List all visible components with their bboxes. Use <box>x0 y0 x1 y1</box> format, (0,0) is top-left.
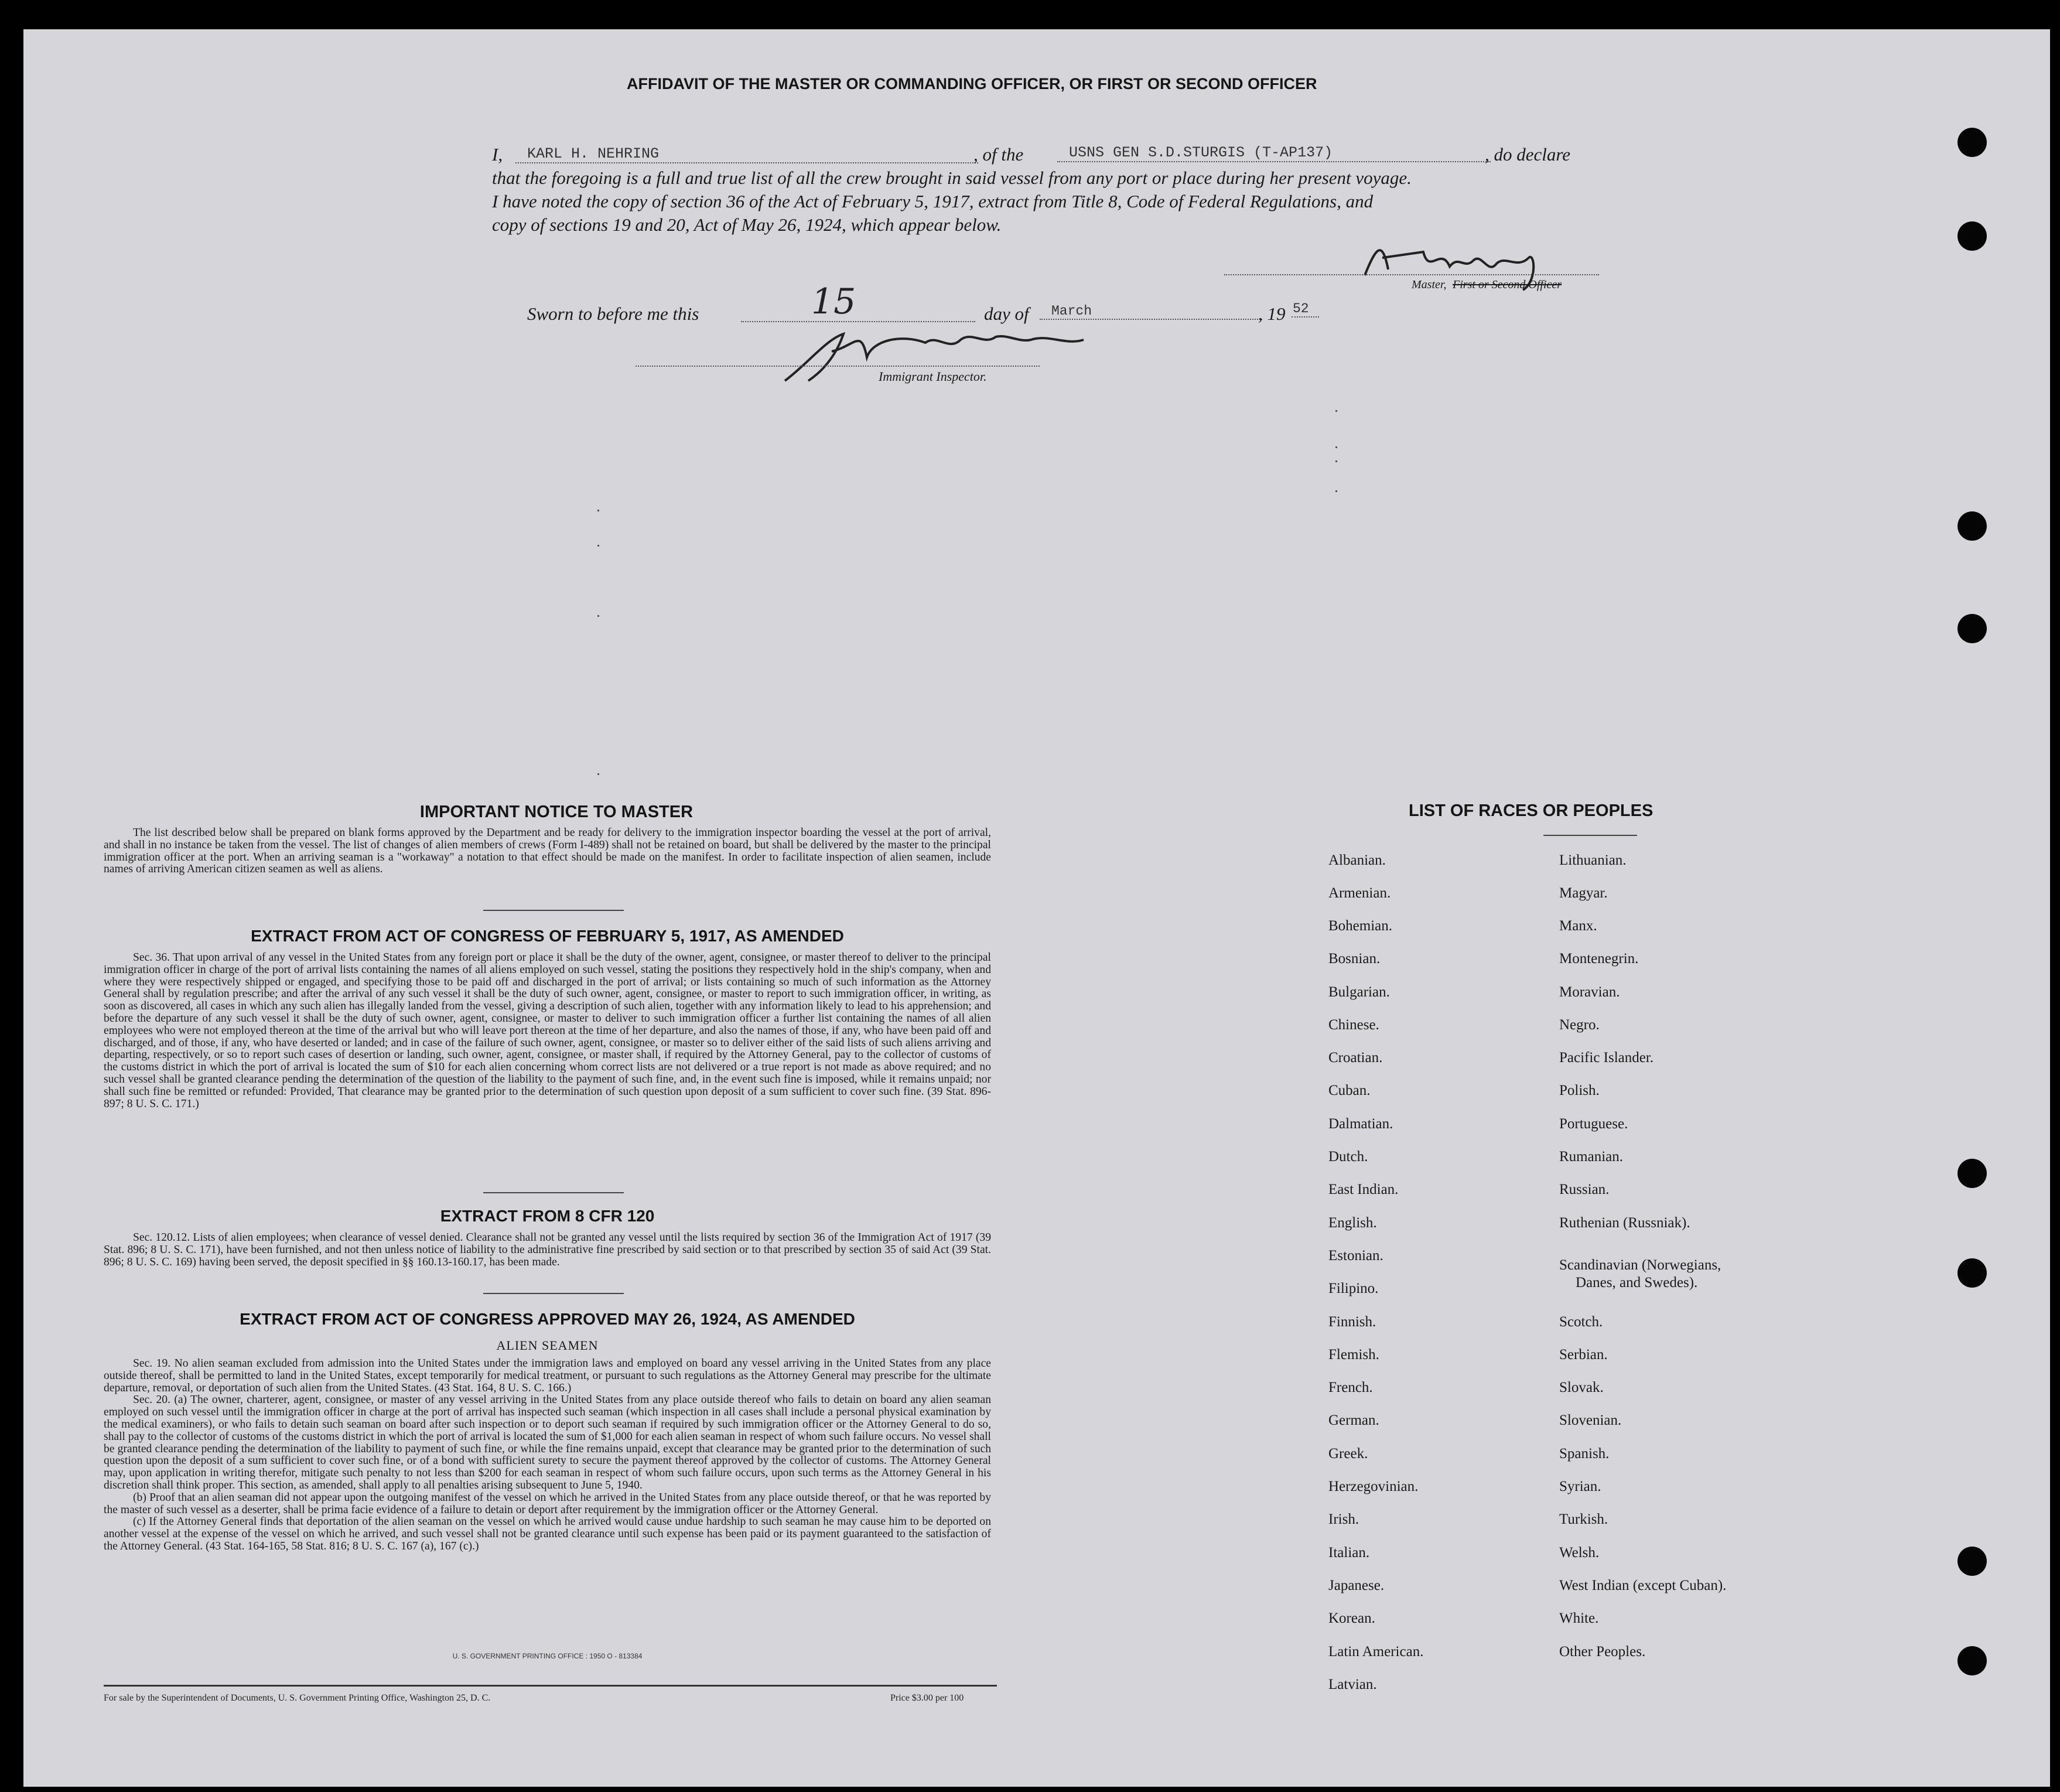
race-item: Scandinavian (Norwegians, <box>1559 1257 1721 1273</box>
race-item: Bosnian. <box>1328 951 1381 967</box>
race-item: Russian. <box>1559 1182 1610 1197</box>
declaration-do-declare: , do declare <box>1485 144 1571 165</box>
race-item: Scotch. <box>1559 1314 1603 1330</box>
race-item: Rumanian. <box>1559 1149 1624 1165</box>
race-item: Magyar. <box>1559 885 1608 901</box>
race-item: Cuban. <box>1328 1083 1371 1098</box>
race-item: Lithuanian. <box>1559 852 1627 868</box>
footer-rule <box>104 1685 997 1687</box>
race-item: Japanese. <box>1328 1578 1385 1593</box>
race-item: Turkish. <box>1559 1511 1608 1527</box>
extract-1917-paragraph: Sec. 36. That upon arrival of any vessel in the United States from any foreign port or place it shall be the duty of the owner, agent, consignee, or master thereof to deliver to the principal immigration officer in charge of the port of arrival lists containing the names of all aliens employed on such vessel, stating the positions they respectively hold in the ship's company, when and where they were respectively shipped or engaged, and specifying those to be paid off and discharged in the port of arrival; or lists containing so much of such information as the Attorney General shall by regulation prescribe; and after the arrival of any such vessel it shall be the duty of such owner, agent, consignee, or master to report to such immigration officer, in writing, as soon as discovered, all cases in which any such alien has illegally landed from the vessel, giving a description of such alien, together with any information likely to lead to his apprehension; and before the departure of any such vessel it shall be the duty of such owner, agent, consignee, or master to deliver to such immigration officer a further list containing the names of all alien employees who were not employed thereon at the time of the arrival but who will leave port thereon at the time of her departure, and also the names of those, if any, who have been paid off and discharged, and of those, if any, who have deserted or landed; and in case of the failure of such owner, agent, consignee, or master so to deliver either of the said lists of such aliens arriving and departing, respectively, or so to report such cases of desertion or landing, such owner, agent, consignee, or master shall, if required by the Attorney General, pay to the collector of customs of the customs district in which the port of arrival is located the sum of $10 for each alien concerning whom correct lists are not delivered or a true report is not made as above required; and no such vessel shall be granted clearance pending the determination of the question of the liability to the payment of such fine, and, in the event such fine is imposed, while it remains unpaid; nor shall such fine be remitted or refunded: Provided, That clearance may be granted prior to the determination of such question upon deposit of a sum sufficient to cover such fine. (39 Stat. 896-897; 8 U. S. C. 171.) <box>104 951 991 1110</box>
punch-hole <box>1957 128 1987 157</box>
extract-1917-text <box>104 952 991 1110</box>
signature-title-struck: First or Second Officer <box>1453 278 1562 291</box>
sworn-month: March <box>1040 303 1262 320</box>
declaration-line-2: that the foregoing is a full and true list of all the crew brought in said vessel from any port or place during her present voyage. <box>492 168 1412 188</box>
punch-hole <box>1957 1159 1987 1188</box>
stray-mark <box>1335 460 1337 462</box>
punch-hole <box>1957 511 1987 541</box>
punch-hole <box>1957 1258 1987 1288</box>
day-of-label: day of <box>984 303 1029 324</box>
year-prefix: , 19 <box>1258 303 1286 324</box>
race-item: Moravian. <box>1559 984 1620 1000</box>
declaration-line-3: I have noted the copy of section 36 of the Act of February 5, 1917, extract from Title 8, Code of Federal Regulations, and <box>492 191 1374 211</box>
declaration-i-label: I, <box>492 144 503 165</box>
stray-mark <box>597 545 599 547</box>
master-signature-line <box>1224 274 1599 275</box>
extract-1924-paragraph: Sec. 19. No alien seaman excluded from admission into the United States under the immigration laws and employed on board any vessel arriving in the United States from any place outside thereof, shall be permitted to land in the United States, except temporarily for medical treatment, or pursuant to such regulations as the Attorney General may prescribe for the ultimate departure, removal, or deportation of such alien from the United States. (43 Stat. 164, 8 U. S. C. 166.) <box>104 1357 991 1394</box>
extract-1924-paragraph: (b) Proof that an alien seaman did not appear upon the outgoing manifest of the vessel on which he arrived in the United States from any place outside thereof, or that he was reported by the master of such vessel as a deserter, shall be prima facie evidence of a failure to detain or deport after requirement by the immigration officer or the Attorney General. <box>104 1491 991 1516</box>
race-item: Negro. <box>1559 1017 1600 1033</box>
race-item: Bohemian. <box>1328 918 1393 934</box>
declaration-line-4: copy of sections 19 and 20, Act of May 26, 1924, which appear below. <box>492 214 1002 235</box>
extract-1924-text <box>104 1358 991 1553</box>
race-item: Korean. <box>1328 1610 1375 1626</box>
affidavit-title: AFFIDAVIT OF THE MASTER OR COMMANDING OFFICER, OR FIRST OR SECOND OFFICER <box>627 75 1317 93</box>
race-item: Greek. <box>1328 1446 1368 1462</box>
year-suffix: 52 <box>1292 301 1319 318</box>
extract-1924-title: EXTRACT FROM ACT OF CONGRESS APPROVED MAY 26, 1924, AS AMENDED <box>240 1310 855 1328</box>
race-item: Latin American. <box>1328 1644 1424 1660</box>
signature-title-prefix: Master, <box>1412 278 1447 291</box>
extract-1917-title: EXTRACT FROM ACT OF CONGRESS OF FEBRUARY 5, 1917, AS AMENDED <box>251 927 844 945</box>
races-title: LIST OF RACES OR PEOPLES <box>1409 801 1654 820</box>
race-item: Montenegrin. <box>1559 951 1639 967</box>
master-name-field: KARL H. NEHRING <box>515 145 978 163</box>
race-item: German. <box>1328 1412 1379 1428</box>
race-item: Serbian. <box>1559 1347 1608 1363</box>
extract-cfr-title: EXTRACT FROM 8 CFR 120 <box>440 1207 655 1225</box>
declaration-of-the-label: , of the <box>973 144 1024 165</box>
race-item: Pacific Islander. <box>1559 1050 1654 1066</box>
race-item: Manx. <box>1559 918 1597 934</box>
race-item: Finnish. <box>1328 1314 1376 1330</box>
race-item: Albanian. <box>1328 852 1386 868</box>
divider <box>483 1293 624 1294</box>
race-item: Irish. <box>1328 1511 1359 1527</box>
race-item: Chinese. <box>1328 1017 1379 1033</box>
gpo-imprint: U. S. GOVERNMENT PRINTING OFFICE : 1950 O - 813384 <box>452 1652 643 1660</box>
stray-mark <box>597 510 599 511</box>
notice-paragraph: The list described below shall be prepared on blank forms approved by the Department and be ready for delivery to the immigration inspector boarding the vessel at the port of arrival, and shall in no instance be taken from the vessel. The list of changes of alien members of crews (Form I-489) shall not be retained on board, but shall be delivered by the master to the principal immigration officer at the port. When an arriving seaman is a "workaway" a notation to that effect should be made on the manifest. In order to facilitate inspection of alien seamen, include names of arriving American citizen seamen as well as aliens. <box>104 827 991 876</box>
races-title-rule <box>1543 835 1637 836</box>
race-item: Ruthenian (Russniak). <box>1559 1215 1690 1231</box>
divider <box>483 910 624 911</box>
race-item: English. <box>1328 1215 1377 1231</box>
notice-text <box>104 827 991 876</box>
stray-mark <box>597 615 599 617</box>
race-item: East Indian. <box>1328 1182 1399 1197</box>
race-item: Herzegovinian. <box>1328 1479 1419 1494</box>
race-item: Danes, and Swedes). <box>1576 1275 1698 1291</box>
divider <box>483 1192 624 1193</box>
race-item: Welsh. <box>1559 1545 1600 1561</box>
race-item: Latvian. <box>1328 1677 1377 1692</box>
stray-mark <box>597 773 599 775</box>
race-item: Croatian. <box>1328 1050 1383 1066</box>
race-item: Portuguese. <box>1559 1116 1628 1132</box>
extract-1924-paragraph: Sec. 20. (a) The owner, charterer, agent, consignee, or master of any vessel arriving in the United States from any place outside thereof who fails to detain on board any alien seaman employed on such vessel until the immigration officer in charge at the port of arrival has inspected such seaman (which inspection in all cases shall include a personal physical examination by the medical examiners), or who fails to detain such seaman on board after such inspection or to deport such seaman if required by such immigration officer or the Attorney General to do so, shall pay to the collector of customs of the customs district in which the port of arrival is located the sum of $1,000 for each alien seaman in respect of whom such failure occurs. No vessel shall be granted clearance pending the determination of the liability to payment of such fine, or while the fine remains unpaid, except that clearance may be granted prior to the determination of such question upon the deposit of a sum sufficient to cover such fine, or of a bond with sufficient surety to secure the payment thereof approved by the collector of customs. The Attorney General may, upon application in writing therefor, mitigate such penalty to not less than $200 for each seaman in respect of whom such failure occurs, upon such terms as the Attorney General in his discretion shall think proper. This section, as amended, shall apply to all penalties arising subsequent to June 5, 1940. <box>104 1394 991 1491</box>
race-item: Bulgarian. <box>1328 984 1390 1000</box>
stray-mark <box>1335 446 1337 448</box>
vessel-name-field: USNS GEN S.D.STURGIS (T-AP137) <box>1057 144 1491 162</box>
notice-title: IMPORTANT NOTICE TO MASTER <box>419 803 694 821</box>
inspector-label: Immigrant Inspector. <box>879 369 987 384</box>
race-item: Estonian. <box>1328 1248 1383 1264</box>
stray-mark <box>1335 410 1337 412</box>
race-item: Dutch. <box>1328 1149 1368 1165</box>
sworn-day: 15 <box>811 281 856 322</box>
race-item: West Indian (except Cuban). <box>1559 1578 1727 1593</box>
punch-hole <box>1957 1646 1987 1675</box>
race-item: Dalmatian. <box>1328 1116 1393 1132</box>
race-item: French. <box>1328 1380 1373 1395</box>
document-page <box>23 29 2050 1787</box>
race-item: Filipino. <box>1328 1281 1379 1296</box>
sworn-label: Sworn to before me this <box>527 303 699 324</box>
extract-1924-subtitle: ALIEN SEAMEN <box>496 1338 599 1353</box>
punch-hole <box>1957 1547 1987 1576</box>
stray-mark <box>1335 490 1337 492</box>
race-item: Other Peoples. <box>1559 1644 1646 1660</box>
race-item: Armenian. <box>1328 885 1391 901</box>
punch-hole <box>1957 221 1987 251</box>
race-item: Slovak. <box>1559 1380 1604 1395</box>
race-item: Flemish. <box>1328 1347 1379 1363</box>
sale-notice: For sale by the Superintendent of Documents, U. S. Government Printing Office, Washington 25, D. C. <box>104 1693 491 1703</box>
race-item: Polish. <box>1559 1083 1600 1098</box>
inspector-signature-line <box>636 366 1040 367</box>
extract-cfr-paragraph: Sec. 120.12. Lists of alien employees; when clearance of vessel denied. Clearance shall not be granted any vessel until the lists required by section 36 of the Immigration Act of 1917 (39 Stat. 896; 8 U. S. C. 171), have been furnished, and not then unless notice of liability to the administrative fine prescribed by said section or to that prescribed by section 35 of said Act (39 Stat. 896; 8 U. S. C. 169) having been served, the deposit specified in §§ 160.13-160.17, has been made. <box>104 1231 991 1268</box>
race-item: Syrian. <box>1559 1479 1601 1494</box>
race-item: Spanish. <box>1559 1446 1610 1462</box>
extract-cfr-text <box>104 1232 991 1268</box>
race-item: Slovenian. <box>1559 1412 1622 1428</box>
race-item: Italian. <box>1328 1545 1370 1561</box>
punch-hole <box>1957 614 1987 643</box>
price-notice: Price $3.00 per 100 <box>890 1693 964 1703</box>
extract-1924-paragraph: (c) If the Attorney General finds that deportation of the alien seaman on the vessel on which he arrived would cause undue hardship to such seaman he may cause him to be deported on another vessel at the expense of the vessel on which he arrived, and such vessel shall not be granted clearance until such expense has been paid or its payment guaranteed to the satisfaction of the Attorney General. (43 Stat. 164-165, 58 Stat. 816; 8 U. S. C. 167 (a), 167 (c).) <box>104 1515 991 1552</box>
race-item: White. <box>1559 1610 1599 1626</box>
